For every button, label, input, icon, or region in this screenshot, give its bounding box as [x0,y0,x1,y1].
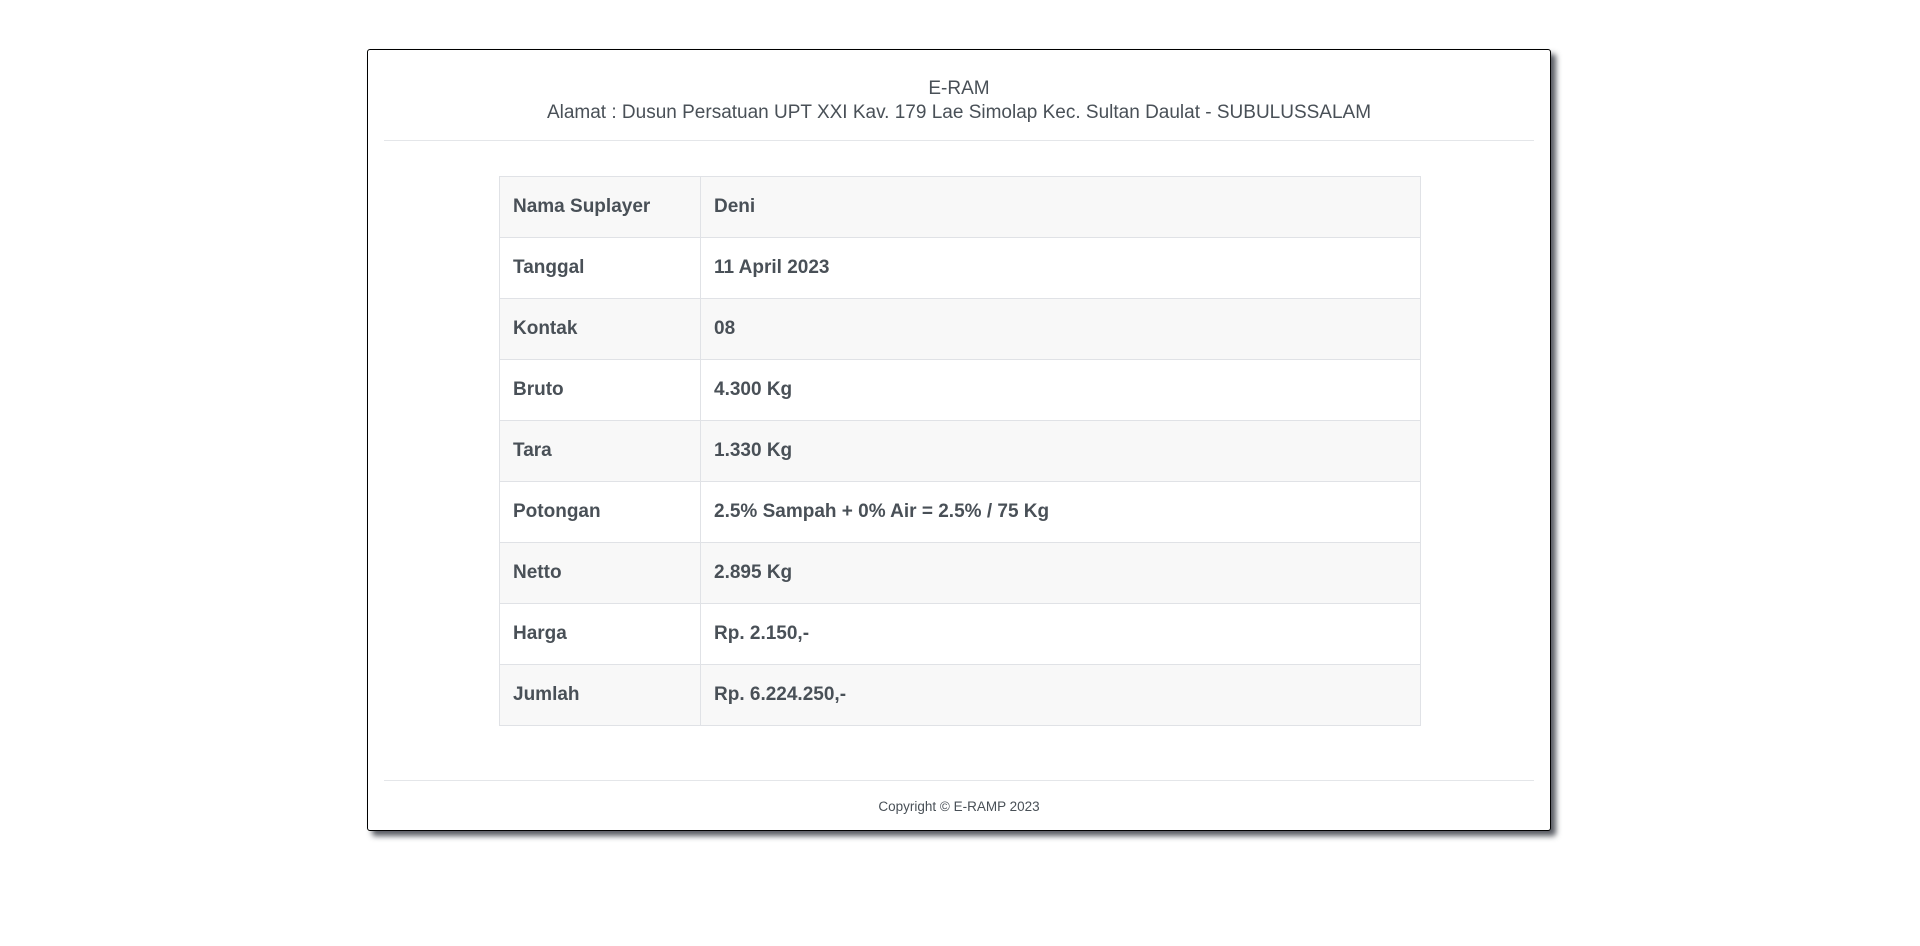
row-label: Nama Suplayer [500,177,701,238]
row-label: Kontak [500,299,701,360]
table-row-supplier-name [500,177,1421,238]
row-value: 4.300 Kg [701,360,1421,421]
table-row-total [500,665,1421,726]
row-label: Tanggal [500,238,701,299]
row-value: 1.330 Kg [701,421,1421,482]
row-label: Jumlah [500,665,701,726]
row-value: Rp. 2.150,- [701,604,1421,665]
table-row-gross [500,360,1421,421]
table-row-price [500,604,1421,665]
company-address: Alamat : Dusun Persatuan UPT XXI Kav. 179 Lae Simolap Kec. Sultan Daulat - SUBULUSSALAM [546,102,1372,123]
row-value: 08 [701,299,1421,360]
row-value: 2.5% Sampah + 0% Air = 2.5% / 75 Kg [701,482,1421,543]
table-row-contact [500,299,1421,360]
receipt-card [367,49,1551,831]
receipt-header [384,50,1534,141]
row-value: 11 April 2023 [701,238,1421,299]
receipt-footer [384,780,1534,814]
table-row-tare [500,421,1421,482]
table-row-deduction [500,482,1421,543]
row-value: Deni [701,177,1421,238]
detail-table [499,176,1421,726]
table-row-net [500,543,1421,604]
copyright-text: Copyright © E-RAMP 2023 [878,799,1040,814]
company-title: E-RAM [928,78,990,99]
row-label: Tara [500,421,701,482]
row-label: Bruto [500,360,701,421]
row-label: Potongan [500,482,701,543]
detail-table-container [499,176,1421,726]
row-label: Netto [500,543,701,604]
table-row-date [500,238,1421,299]
row-value: 2.895 Kg [701,543,1421,604]
row-label: Harga [500,604,701,665]
row-value: Rp. 6.224.250,- [701,665,1421,726]
